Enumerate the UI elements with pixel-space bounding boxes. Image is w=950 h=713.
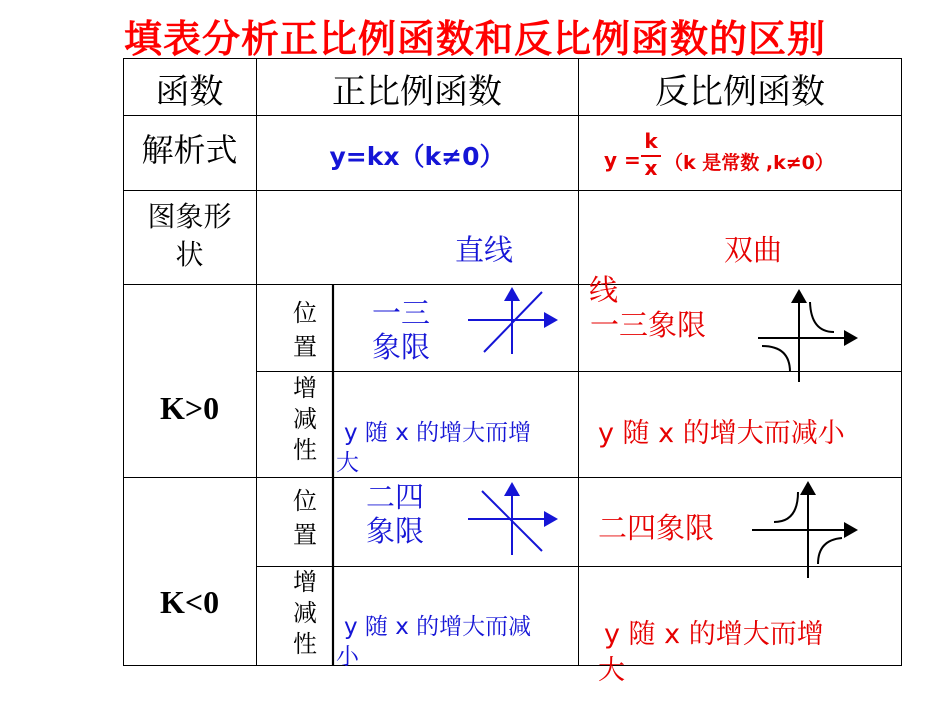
position-char: 置 (293, 333, 317, 361)
label-k-negative: K<0 (159, 584, 220, 620)
direct-graph-negative-icon (462, 481, 562, 557)
label-trend-negative (288, 567, 322, 660)
direct-graph-positive-icon (462, 286, 562, 356)
position-text-line: 象限 (372, 330, 431, 364)
inverse-expression-denominator: x (644, 156, 658, 180)
position-text-line: 二四 (366, 480, 425, 514)
direct-trend-negative-line2: 小 (336, 644, 359, 670)
direct-position-negative (366, 480, 424, 548)
label-k-positive: K>0 (159, 390, 220, 426)
inverse-trend-positive: y 随 x 的增大而减小 (598, 418, 845, 449)
inverse-graph-positive-icon (752, 288, 862, 384)
trend-char: 性 (293, 630, 317, 658)
trend-char: 增 (293, 568, 317, 596)
inverse-graph-negative-icon (746, 480, 862, 580)
inverse-expression-suffix: （k 是常数 ,k≠0） (664, 152, 834, 174)
position-text-line: 象限 (366, 514, 425, 548)
inverse-trend-negative-line2: 大 (598, 655, 625, 686)
inverse-expression-numerator: k (644, 129, 658, 153)
position-char: 置 (293, 521, 317, 549)
inverse-position-negative: 二四象限 (598, 511, 715, 545)
header-function: 函数 (155, 72, 224, 112)
direct-trend-positive-line1: y 随 x 的增大而增 (344, 420, 532, 446)
label-position-positive (288, 296, 322, 364)
label-trend-positive (288, 373, 322, 466)
label-shape-line1: 图象形 (147, 200, 232, 233)
page-title: 填表分析正比例函数和反比例函数的区别 (123, 17, 826, 61)
inverse-trend-negative-line1: y 随 x 的增大而增 (604, 619, 824, 650)
direct-trend-negative-line1: y 随 x 的增大而减 (344, 614, 532, 640)
trend-char: 减 (293, 599, 317, 627)
position-char: 位 (293, 487, 317, 515)
direct-trend-positive-line2: 大 (336, 450, 359, 476)
direct-shape: 直线 (455, 233, 514, 267)
direct-position-positive (372, 296, 430, 364)
trend-char: 增 (293, 374, 317, 402)
inverse-expression-prefix: y = (604, 148, 641, 172)
header-inverse-proportion: 反比例函数 (655, 72, 825, 112)
position-char: 位 (293, 299, 317, 327)
label-position-negative (288, 484, 322, 552)
label-shape-line2: 状 (175, 238, 204, 271)
inverse-shape-line1: 双曲 (724, 233, 783, 267)
trend-char: 减 (293, 405, 317, 433)
direct-expression: y=kx（k≠0） (329, 142, 505, 171)
inverse-shape-line2: 线 (589, 273, 619, 307)
label-expression: 解析式 (141, 131, 238, 169)
position-text-line: 一三 (372, 296, 431, 330)
inverse-position-positive: 一三象限 (590, 308, 707, 342)
trend-char: 性 (293, 436, 317, 464)
header-direct-proportion: 正比例函数 (332, 72, 502, 112)
label-shape (123, 198, 256, 274)
